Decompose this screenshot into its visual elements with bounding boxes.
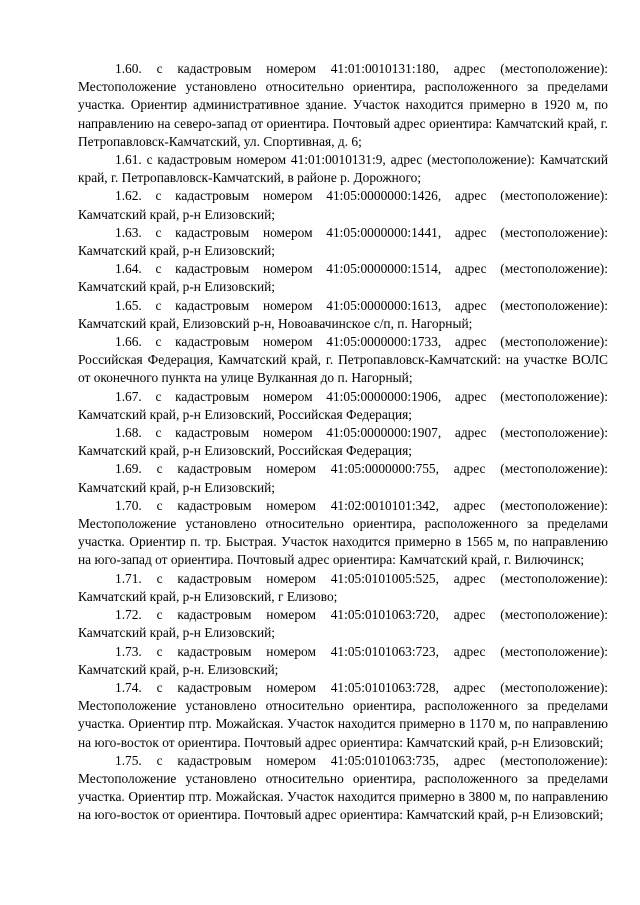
- document-body: [78, 60, 608, 825]
- list-item: 1.72. с кадастровым номером 41:05:0101063:720, адрес (местоположение): Камчатский край, р-н Елизовский;: [78, 607, 608, 641]
- list-item: 1.66. с кадастровым номером 41:05:0000000:1733, адрес (местоположение): Российская Федерация, Камчатский край, г. Петропавловск-Камчатский: на участке ВОЛС от оконечного пункта на улице Вулканная до п. Нагорный;: [78, 334, 608, 386]
- list-item: 1.73. с кадастровым номером 41:05:0101063:723, адрес (местоположение): Камчатский край, р-н. Елизовский;: [78, 643, 608, 677]
- list-item: 1.62. с кадастровым номером 41:05:0000000:1426, адрес (местоположение): Камчатский край, р-н Елизовский;: [78, 188, 608, 222]
- list-item: 1.67. с кадастровым номером 41:05:0000000:1906, адрес (местоположение): Камчатский край, р-н Елизовский, Российская Федерация;: [78, 388, 608, 422]
- list-item: 1.75. с кадастровым номером 41:05:0101063:735, адрес (местоположение): Местоположение установлено относительно ориентира, расположенного за пределами участка. Ориентир птр. Можайская. Участок находится примерно в 3800 м, по направлению на юго-восток от ориентира. Почтовый адрес ориентира: Камчатский край, р-н Елизовский;: [78, 752, 608, 823]
- list-item: 1.64. с кадастровым номером 41:05:0000000:1514, адрес (местоположение): Камчатский край, р-н Елизовский;: [78, 261, 608, 295]
- list-item: 1.71. с кадастровым номером 41:05:0101005:525, адрес (местоположение): Камчатский край, р-н Елизовский, г Елизово;: [78, 570, 608, 604]
- list-item: 1.63. с кадастровым номером 41:05:0000000:1441, адрес (местоположение): Камчатский край, р-н Елизовский;: [78, 224, 608, 259]
- list-item: 1.68. с кадастровым номером 41:05:0000000:1907, адрес (местоположение): Камчатский край, р-н Елизовский, Российская Федерация;: [78, 425, 608, 459]
- list-item: 1.70. с кадастровым номером 41:02:0010101:342, адрес (местоположение): Местоположение установлено относительно ориентира, расположенного за пределами участка. Ориентир п. тр. Быстрая. Участок находится примерно в 1565 м, по направлению на юго-запад от ориентира. Почтовый адрес ориентира: Камчатский край, г. Вилючинск;: [78, 497, 608, 568]
- list-item: 1.60. с кадастровым номером 41:01:0010131:180, адрес (местоположение): Местоположение установлено относительно ориентира, расположенного за пределами участка. Ориентир административное здание. Участок находится примерно в 1920 м, по направлению на северо-запад от ориентира. Почтовый адрес ориентира: Камчатский край, г. Петропавловск-Камчатский, ул. Спортивная, д. 6;: [78, 61, 608, 149]
- list-item: 1.69. с кадастровым номером 41:05:0000000:755, адрес (местоположение): Камчатский край, р-н Елизовский;: [78, 461, 608, 495]
- list-item: 1.65. с кадастровым номером 41:05:0000000:1613, адрес (местоположение): Камчатский край, Елизовский р-н, Новоавачинское с/п, п. Нагорный;: [78, 297, 608, 331]
- list-item: 1.74. с кадастровым номером 41:05:0101063:728, адрес (местоположение): Местоположение установлено относительно ориентира, расположенного за пределами участка. Ориентир птр. Можайская. Участок находится примерно в 1170 м, по направлению на юго-восток от ориентира. Почтовый адрес ориентира: Камчатский край, р-н Елизовский;: [78, 679, 608, 750]
- list-item: 1.61. с кадастровым номером 41:01:0010131:9, адрес (местоположение): Камчатский край, г. Петропавловск-Камчатский, в районе р. Дорожного;: [78, 152, 608, 186]
